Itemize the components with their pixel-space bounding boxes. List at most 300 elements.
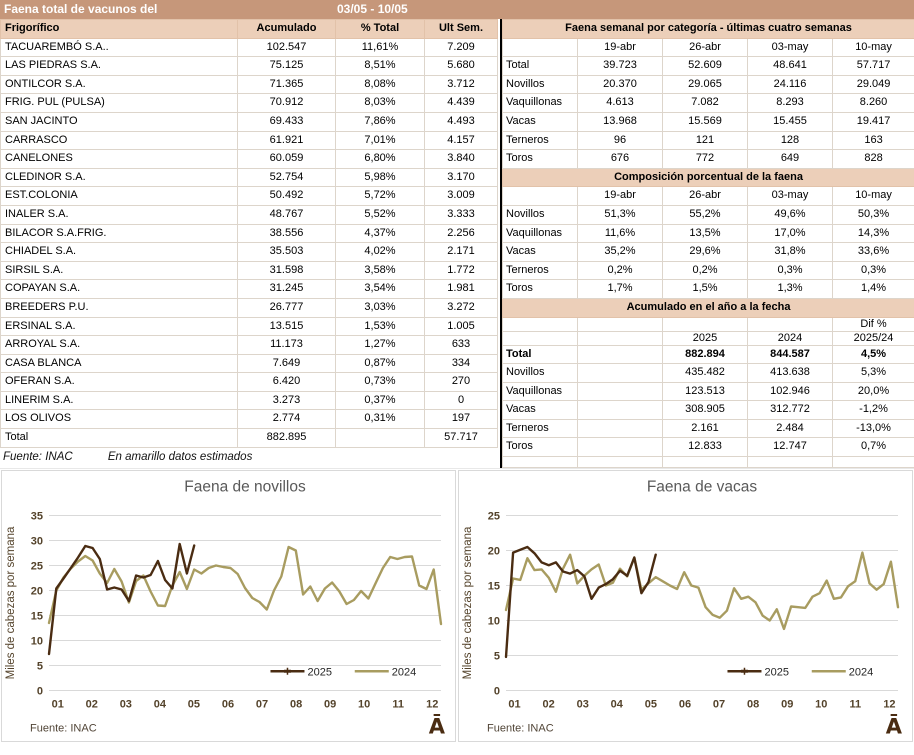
table-cell: 0,3% bbox=[833, 261, 914, 280]
svg-text:10: 10 bbox=[815, 698, 828, 711]
table-cell: 61.921 bbox=[238, 131, 336, 150]
table-cell: 3,54% bbox=[336, 280, 425, 299]
table-cell bbox=[503, 187, 578, 206]
table-cell: INALER S.A. bbox=[1, 205, 238, 224]
svg-text:30: 30 bbox=[30, 535, 43, 548]
table-cell: Novillos bbox=[503, 75, 578, 94]
table-cell: 7,01% bbox=[336, 131, 425, 150]
table-cell: 0,37% bbox=[336, 391, 425, 410]
section-title: Acumulado en el año a la fecha bbox=[503, 298, 914, 317]
table-cell: 31.598 bbox=[238, 261, 336, 280]
table-cell: 70.912 bbox=[238, 94, 336, 113]
table-cell: -1,2% bbox=[833, 401, 914, 420]
inac-logo-glyph: Ā bbox=[428, 714, 445, 739]
table-cell: Acumulado bbox=[238, 20, 336, 39]
table-cell: 96 bbox=[578, 131, 663, 150]
table-cell: 52.754 bbox=[238, 168, 336, 187]
svg-text:05: 05 bbox=[644, 698, 658, 711]
table-cell: 35.503 bbox=[238, 243, 336, 262]
table-cell: 3.840 bbox=[425, 150, 498, 169]
table-cell: CHIADEL S.A. bbox=[1, 243, 238, 262]
table-cell: Toros bbox=[503, 150, 578, 169]
table-cell: 3.170 bbox=[425, 168, 498, 187]
table-cell: Vaquillonas bbox=[503, 382, 578, 401]
table-cell bbox=[578, 457, 663, 468]
table-cell bbox=[663, 457, 748, 468]
table-cell: Vaquillonas bbox=[503, 224, 578, 243]
table-cell: CASA BLANCA bbox=[1, 354, 238, 373]
table-cell: 26-abr bbox=[663, 38, 748, 57]
table-row bbox=[503, 457, 914, 468]
svg-text:5: 5 bbox=[36, 660, 43, 673]
line-chart bbox=[459, 471, 912, 741]
report-title-bar bbox=[0, 0, 914, 19]
table-cell: -13,0% bbox=[833, 419, 914, 438]
table-cell bbox=[578, 419, 663, 438]
table-row bbox=[503, 205, 914, 224]
table-row bbox=[1, 373, 498, 392]
table-cell bbox=[578, 401, 663, 420]
table-row bbox=[1, 354, 498, 373]
table-cell: 29.065 bbox=[663, 75, 748, 94]
table-row bbox=[1, 391, 498, 410]
table-cell: 1,5% bbox=[663, 280, 748, 299]
svg-text:08: 08 bbox=[289, 698, 303, 711]
table-row bbox=[1, 150, 498, 169]
table-cell: 26-abr bbox=[663, 187, 748, 206]
table-cell: 312.772 bbox=[748, 401, 833, 420]
table-cell: 15.455 bbox=[748, 112, 833, 131]
svg-text:5: 5 bbox=[493, 650, 500, 663]
table-cell: 48.641 bbox=[748, 57, 833, 76]
table-cell: 197 bbox=[425, 410, 498, 429]
table-cell: CLEDINOR S.A. bbox=[1, 168, 238, 187]
table-cell: 1.772 bbox=[425, 261, 498, 280]
table-row bbox=[503, 20, 914, 39]
table-row bbox=[1, 317, 498, 336]
table-cell: 13,5% bbox=[663, 224, 748, 243]
table-cell: 4.493 bbox=[425, 112, 498, 131]
table-cell: 2.256 bbox=[425, 224, 498, 243]
table-row bbox=[503, 331, 914, 345]
table-cell: 828 bbox=[833, 150, 914, 169]
page-title: Faena total de vacunos del bbox=[4, 2, 158, 16]
category-tables bbox=[502, 19, 914, 468]
table-cell: ERSINAL S.A. bbox=[1, 317, 238, 336]
table-cell: 7.082 bbox=[663, 94, 748, 113]
legend-label: 2025 bbox=[764, 666, 789, 679]
table-cell: 3.272 bbox=[425, 298, 498, 317]
table-row bbox=[1, 38, 498, 57]
table-cell: LINERIM S.A. bbox=[1, 391, 238, 410]
table-cell: Total bbox=[1, 429, 238, 448]
table-cell: 20.370 bbox=[578, 75, 663, 94]
table-cell: 649 bbox=[748, 150, 833, 169]
table-cell: SIRSIL S.A. bbox=[1, 261, 238, 280]
table-row bbox=[503, 298, 914, 317]
table-cell: 11,61% bbox=[336, 38, 425, 57]
svg-text:Miles de cabezas por semana: Miles de cabezas por semana bbox=[462, 526, 474, 680]
table-cell: SAN JACINTO bbox=[1, 112, 238, 131]
table-cell: 5,72% bbox=[336, 187, 425, 206]
table-cell: Novillos bbox=[503, 205, 578, 224]
table-cell: Vacas bbox=[503, 243, 578, 262]
table-cell: Frigorífico bbox=[1, 20, 238, 39]
table-cell: 24.116 bbox=[748, 75, 833, 94]
table-cell: 844.587 bbox=[748, 345, 833, 364]
table-cell: 121 bbox=[663, 131, 748, 150]
table-cell: 57.717 bbox=[833, 57, 914, 76]
frigorifico-pane bbox=[0, 19, 500, 468]
estimate-note: En amarillo datos estimados bbox=[107, 450, 253, 463]
svg-text:04: 04 bbox=[610, 698, 623, 711]
table-cell: 11,6% bbox=[578, 224, 663, 243]
table-cell bbox=[578, 331, 663, 345]
table-cell: 31,8% bbox=[748, 243, 833, 262]
inac-logo-glyph: Ā bbox=[885, 714, 902, 739]
table-cell bbox=[663, 317, 748, 331]
table-cell: Total bbox=[503, 57, 578, 76]
svg-text:35: 35 bbox=[30, 510, 43, 523]
table-cell: LOS OLIVOS bbox=[1, 410, 238, 429]
table-cell: 6,80% bbox=[336, 150, 425, 169]
table-cell: 3.009 bbox=[425, 187, 498, 206]
svg-text:Faena de vacas: Faena de vacas bbox=[646, 478, 758, 496]
table-cell bbox=[578, 438, 663, 457]
table-cell: 29,6% bbox=[663, 243, 748, 262]
table-row bbox=[1, 131, 498, 150]
table-cell: 4,37% bbox=[336, 224, 425, 243]
table-cell: 7,86% bbox=[336, 112, 425, 131]
table-cell: 7.209 bbox=[425, 38, 498, 57]
table-cell: 71.365 bbox=[238, 75, 336, 94]
svg-text:20: 20 bbox=[30, 585, 43, 598]
svg-text:Fuente: INAC: Fuente: INAC bbox=[30, 722, 97, 735]
table-cell: 19-abr bbox=[578, 38, 663, 57]
table-cell: 270 bbox=[425, 373, 498, 392]
table-cell: 772 bbox=[663, 150, 748, 169]
table-cell: 0,31% bbox=[336, 410, 425, 429]
table-cell: 102.547 bbox=[238, 38, 336, 57]
table-cell: 2.774 bbox=[238, 410, 336, 429]
table-cell: 102.946 bbox=[748, 382, 833, 401]
table-cell: Total bbox=[503, 345, 578, 364]
table-cell: 8,51% bbox=[336, 57, 425, 76]
table-cell: EST.COLONIA bbox=[1, 187, 238, 206]
table-row bbox=[503, 131, 914, 150]
table-row bbox=[503, 150, 914, 169]
table-cell bbox=[336, 429, 425, 448]
table-cell: 2025 bbox=[663, 331, 748, 345]
table-cell bbox=[578, 345, 663, 364]
table-cell: ARROYAL S.A. bbox=[1, 336, 238, 355]
table-row bbox=[503, 382, 914, 401]
table-cell: 3.333 bbox=[425, 205, 498, 224]
table-cell: 8.293 bbox=[748, 94, 833, 113]
table-row bbox=[1, 410, 498, 429]
table-cell: Toros bbox=[503, 438, 578, 457]
table-row bbox=[503, 419, 914, 438]
table-cell: CARRASCO bbox=[1, 131, 238, 150]
table-cell: Terneros bbox=[503, 131, 578, 150]
table-cell: 1,4% bbox=[833, 280, 914, 299]
table-cell: OFERAN S.A. bbox=[1, 373, 238, 392]
table-cell bbox=[748, 457, 833, 468]
table-row bbox=[1, 243, 498, 262]
svg-text:0: 0 bbox=[36, 685, 43, 698]
table-cell: 10-may bbox=[833, 38, 914, 57]
table-cell: 0,3% bbox=[748, 261, 833, 280]
charts-area bbox=[0, 468, 914, 742]
table-row bbox=[1, 205, 498, 224]
section-title: Composición porcentual de la faena bbox=[503, 168, 914, 187]
table-row bbox=[503, 94, 914, 113]
svg-text:01: 01 bbox=[51, 698, 64, 711]
table-cell bbox=[503, 331, 578, 345]
table-row bbox=[1, 298, 498, 317]
table-cell: 5,3% bbox=[833, 364, 914, 383]
table-row bbox=[503, 345, 914, 364]
svg-text:20: 20 bbox=[487, 545, 500, 558]
svg-text:10: 10 bbox=[30, 635, 43, 648]
table-cell: 14,3% bbox=[833, 224, 914, 243]
table-cell bbox=[748, 317, 833, 331]
svg-text:11: 11 bbox=[849, 698, 862, 711]
table-cell: 60.059 bbox=[238, 150, 336, 169]
table-cell: Terneros bbox=[503, 261, 578, 280]
table-cell: TACUAREMBÓ S.A.. bbox=[1, 38, 238, 57]
table-cell: 0 bbox=[425, 391, 498, 410]
table-cell bbox=[503, 317, 578, 331]
line-chart bbox=[2, 471, 455, 741]
table-cell: 49,6% bbox=[748, 205, 833, 224]
section-title: Faena semanal por categoría - últimas cuatro semanas bbox=[503, 20, 914, 39]
table-cell: Ult Sem. bbox=[425, 20, 498, 39]
table-cell: 5,98% bbox=[336, 168, 425, 187]
svg-text:02: 02 bbox=[85, 698, 98, 711]
table-cell: 69.433 bbox=[238, 112, 336, 131]
table-cell: LAS PIEDRAS S.A. bbox=[1, 57, 238, 76]
table-row bbox=[1, 112, 498, 131]
tables-area bbox=[0, 19, 914, 468]
table-cell: 123.513 bbox=[663, 382, 748, 401]
table-row bbox=[1, 261, 498, 280]
table-row bbox=[1, 75, 498, 94]
svg-text:03: 03 bbox=[576, 698, 589, 711]
chart-vacas bbox=[458, 470, 913, 742]
table-cell: 0,7% bbox=[833, 438, 914, 457]
table-cell: 0,73% bbox=[336, 373, 425, 392]
table-cell: 03-may bbox=[748, 38, 833, 57]
table-cell: 2025/24 bbox=[833, 331, 914, 345]
table-cell: 10-may bbox=[833, 187, 914, 206]
table-cell bbox=[503, 457, 578, 468]
legend-label: 2025 bbox=[307, 666, 332, 679]
table-cell bbox=[578, 382, 663, 401]
table-cell: 2.484 bbox=[748, 419, 833, 438]
svg-text:06: 06 bbox=[221, 698, 235, 711]
table-cell: 29.049 bbox=[833, 75, 914, 94]
table-cell: 1,3% bbox=[748, 280, 833, 299]
table-cell: 163 bbox=[833, 131, 914, 150]
table-cell: 0,2% bbox=[663, 261, 748, 280]
table-cell: ONTILCOR S.A. bbox=[1, 75, 238, 94]
table-cell: 413.638 bbox=[748, 364, 833, 383]
table-cell: 19.417 bbox=[833, 112, 914, 131]
table-cell: 26.777 bbox=[238, 298, 336, 317]
table-cell: 51,3% bbox=[578, 205, 663, 224]
table-cell: 5,52% bbox=[336, 205, 425, 224]
table-row bbox=[1, 168, 498, 187]
table-cell: 1.981 bbox=[425, 280, 498, 299]
svg-text:07: 07 bbox=[255, 698, 269, 711]
table-cell: 4.157 bbox=[425, 131, 498, 150]
table-row bbox=[503, 57, 914, 76]
table-cell: 35,2% bbox=[578, 243, 663, 262]
svg-text:11: 11 bbox=[392, 698, 405, 711]
table-row bbox=[503, 112, 914, 131]
table-cell: Vacas bbox=[503, 401, 578, 420]
table-cell: 4,5% bbox=[833, 345, 914, 364]
table-cell: 38.556 bbox=[238, 224, 336, 243]
table-cell: 3.273 bbox=[238, 391, 336, 410]
table-cell: COPAYAN S.A. bbox=[1, 280, 238, 299]
table-cell: 33,6% bbox=[833, 243, 914, 262]
table-cell: BREEDERS P.U. bbox=[1, 298, 238, 317]
table-cell: 8,08% bbox=[336, 75, 425, 94]
svg-text:Miles de cabezas por semana: Miles de cabezas por semana bbox=[5, 526, 17, 680]
date-range: 03/05 - 10/05 bbox=[337, 2, 408, 16]
svg-text:05: 05 bbox=[187, 698, 201, 711]
table-cell: 334 bbox=[425, 354, 498, 373]
table-row bbox=[503, 224, 914, 243]
chart-novillos bbox=[1, 470, 456, 742]
table-cell: 5.680 bbox=[425, 57, 498, 76]
table-cell: 882.894 bbox=[663, 345, 748, 364]
table-cell: 2024 bbox=[748, 331, 833, 345]
table-cell: 75.125 bbox=[238, 57, 336, 76]
legend-label: 2024 bbox=[391, 666, 417, 679]
svg-text:06: 06 bbox=[678, 698, 692, 711]
table-row bbox=[1, 20, 498, 39]
svg-text:15: 15 bbox=[487, 580, 500, 593]
table-cell: 13.515 bbox=[238, 317, 336, 336]
table-cell: 1,53% bbox=[336, 317, 425, 336]
table-cell: 57.717 bbox=[425, 429, 498, 448]
svg-text:25: 25 bbox=[30, 560, 43, 573]
table-cell bbox=[503, 38, 578, 57]
svg-text:09: 09 bbox=[781, 698, 794, 711]
table-cell: 17,0% bbox=[748, 224, 833, 243]
table-cell: BILACOR S.A.FRIG. bbox=[1, 224, 238, 243]
table-cell: 435.482 bbox=[663, 364, 748, 383]
table-cell: 13.968 bbox=[578, 112, 663, 131]
table-cell: 6.420 bbox=[238, 373, 336, 392]
table-cell: Toros bbox=[503, 280, 578, 299]
table-row bbox=[503, 243, 914, 262]
svg-text:03: 03 bbox=[119, 698, 132, 711]
table-cell: 50.492 bbox=[238, 187, 336, 206]
table-cell: 633 bbox=[425, 336, 498, 355]
svg-text:15: 15 bbox=[30, 610, 43, 623]
table-cell: 1.005 bbox=[425, 317, 498, 336]
table-row bbox=[503, 401, 914, 420]
table-cell: 15.569 bbox=[663, 112, 748, 131]
table-row bbox=[503, 280, 914, 299]
table-cell: 52.609 bbox=[663, 57, 748, 76]
table-cell: 12.747 bbox=[748, 438, 833, 457]
table-row bbox=[503, 187, 914, 206]
table-row bbox=[1, 429, 498, 448]
table-cell: 48.767 bbox=[238, 205, 336, 224]
legend-label: 2024 bbox=[848, 666, 874, 679]
table-cell: Novillos bbox=[503, 364, 578, 383]
table-cell: 3,58% bbox=[336, 261, 425, 280]
table-footnote bbox=[0, 448, 500, 463]
svg-text:02: 02 bbox=[542, 698, 555, 711]
table-cell: 1,7% bbox=[578, 280, 663, 299]
table-cell: Dif % bbox=[833, 317, 914, 331]
table-cell: 0,2% bbox=[578, 261, 663, 280]
table-cell: 308.905 bbox=[663, 401, 748, 420]
table-cell: 1,27% bbox=[336, 336, 425, 355]
svg-text:10: 10 bbox=[358, 698, 371, 711]
svg-text:Faena de novillos: Faena de novillos bbox=[184, 478, 306, 496]
table-row bbox=[503, 168, 914, 187]
table-cell bbox=[833, 457, 914, 468]
table-cell: CANELONES bbox=[1, 150, 238, 169]
table-row bbox=[503, 38, 914, 57]
svg-text:Fuente: INAC: Fuente: INAC bbox=[487, 722, 554, 735]
table-row bbox=[1, 336, 498, 355]
svg-text:10: 10 bbox=[487, 615, 500, 628]
svg-text:07: 07 bbox=[712, 698, 726, 711]
frigorifico-table bbox=[0, 19, 498, 448]
table-cell: 0,87% bbox=[336, 354, 425, 373]
table-cell: 3.712 bbox=[425, 75, 498, 94]
table-row bbox=[1, 224, 498, 243]
table-row bbox=[503, 75, 914, 94]
svg-text:09: 09 bbox=[324, 698, 337, 711]
source-note: Fuente: INAC bbox=[3, 450, 73, 463]
svg-text:04: 04 bbox=[153, 698, 166, 711]
table-row bbox=[1, 94, 498, 113]
table-row bbox=[503, 261, 914, 280]
table-cell: 882.895 bbox=[238, 429, 336, 448]
table-cell: 3,03% bbox=[336, 298, 425, 317]
table-cell: 8,03% bbox=[336, 94, 425, 113]
table-cell: % Total bbox=[336, 20, 425, 39]
table-cell: 2.161 bbox=[663, 419, 748, 438]
table-cell: 7.649 bbox=[238, 354, 336, 373]
svg-text:12: 12 bbox=[883, 698, 896, 711]
table-cell: 8.260 bbox=[833, 94, 914, 113]
table-cell: 11.173 bbox=[238, 336, 336, 355]
table-cell: 19-abr bbox=[578, 187, 663, 206]
table-row bbox=[503, 317, 914, 331]
table-cell: Terneros bbox=[503, 419, 578, 438]
svg-text:0: 0 bbox=[493, 685, 500, 698]
svg-text:01: 01 bbox=[508, 698, 521, 711]
table-cell: 55,2% bbox=[663, 205, 748, 224]
table-cell: FRIG. PUL (PULSA) bbox=[1, 94, 238, 113]
table-cell: 20,0% bbox=[833, 382, 914, 401]
table-cell: 4.613 bbox=[578, 94, 663, 113]
table-row bbox=[1, 187, 498, 206]
svg-text:12: 12 bbox=[426, 698, 439, 711]
table-cell: Vaquillonas bbox=[503, 94, 578, 113]
svg-text:08: 08 bbox=[746, 698, 760, 711]
